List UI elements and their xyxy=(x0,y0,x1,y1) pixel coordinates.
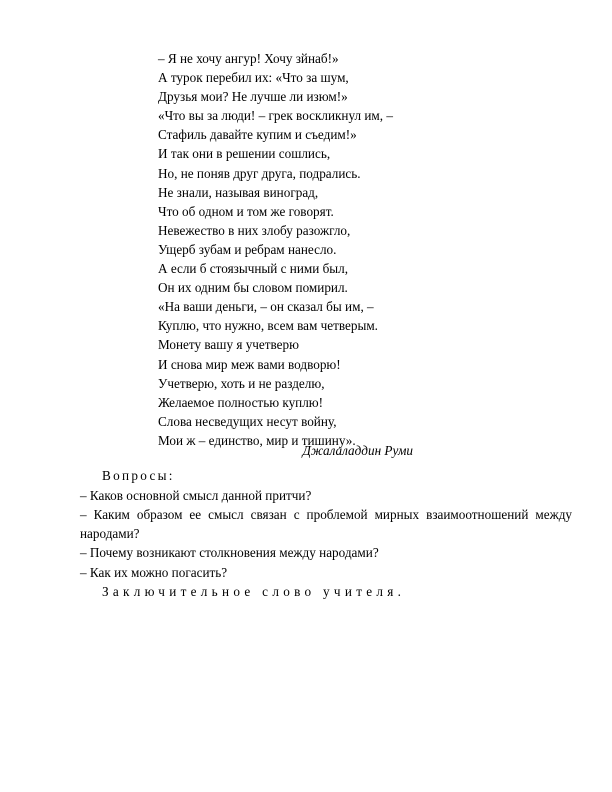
poem-line: Куплю, что нужно, всем вам четверым. xyxy=(158,318,378,334)
poem-block xyxy=(158,49,448,450)
poem-line: Стафиль давайте купим и съедим!» xyxy=(158,127,357,143)
questions-heading: Вопросы: xyxy=(102,468,175,483)
poem-line: Он их одним бы словом помирил. xyxy=(158,280,348,296)
poem-author: Джалаладдин Руми xyxy=(302,443,413,458)
question-item: – Каким образом ее смысл связан с проблемой мирных взаимоотношений между народами? xyxy=(80,507,572,541)
poem-line: Монету вашу я учетверю xyxy=(158,337,299,353)
question-item: – Почему возникают столкновения между народами? xyxy=(80,545,379,560)
poem-line: Ущерб зубам и ребрам нанесло. xyxy=(158,241,337,257)
poem-line: Невежество в них злобу разожгло, xyxy=(158,222,351,238)
question-item: – Каков основной смысл данной притчи? xyxy=(80,487,312,503)
poem-line: А если б стоязычный с ними был, xyxy=(158,261,349,277)
poem-line: Мои ж – единство, мир и тишину». xyxy=(158,432,356,448)
poem-line: А турок перебил их: «Что за шум, xyxy=(158,70,349,86)
questions-section xyxy=(80,467,572,602)
closing-remark: Заключительное слово учителя. xyxy=(102,584,406,599)
poem-line: И снова мир меж вами водворю! xyxy=(158,356,341,372)
question-item: – Как их можно погасить? xyxy=(80,564,228,580)
poem-line: Что об одном и том же говорят. xyxy=(158,203,334,219)
poem-line: Учетверю, хоть и не разделю, xyxy=(158,375,325,391)
poem-line: И так они в решении сошлись, xyxy=(158,146,331,162)
poem-line: Но, не поняв друг друга, подрались. xyxy=(158,165,361,181)
poem-line: Желаемое полностью куплю! xyxy=(158,394,324,410)
poem-line: «На ваши деньги, – он сказал бы им, – xyxy=(158,299,374,315)
poem-line: «Что вы за люди! – грек воскликнул им, – xyxy=(158,108,393,124)
poem-line: Слова несведущих несут войну, xyxy=(158,413,337,429)
poem-line: Друзья мои? Не лучше ли изюм!» xyxy=(158,89,348,105)
poem-line: – Я не хочу ангур! Хочу зйнаб!» xyxy=(158,51,339,66)
poem-line: Не знали, называя виноград, xyxy=(158,184,319,200)
